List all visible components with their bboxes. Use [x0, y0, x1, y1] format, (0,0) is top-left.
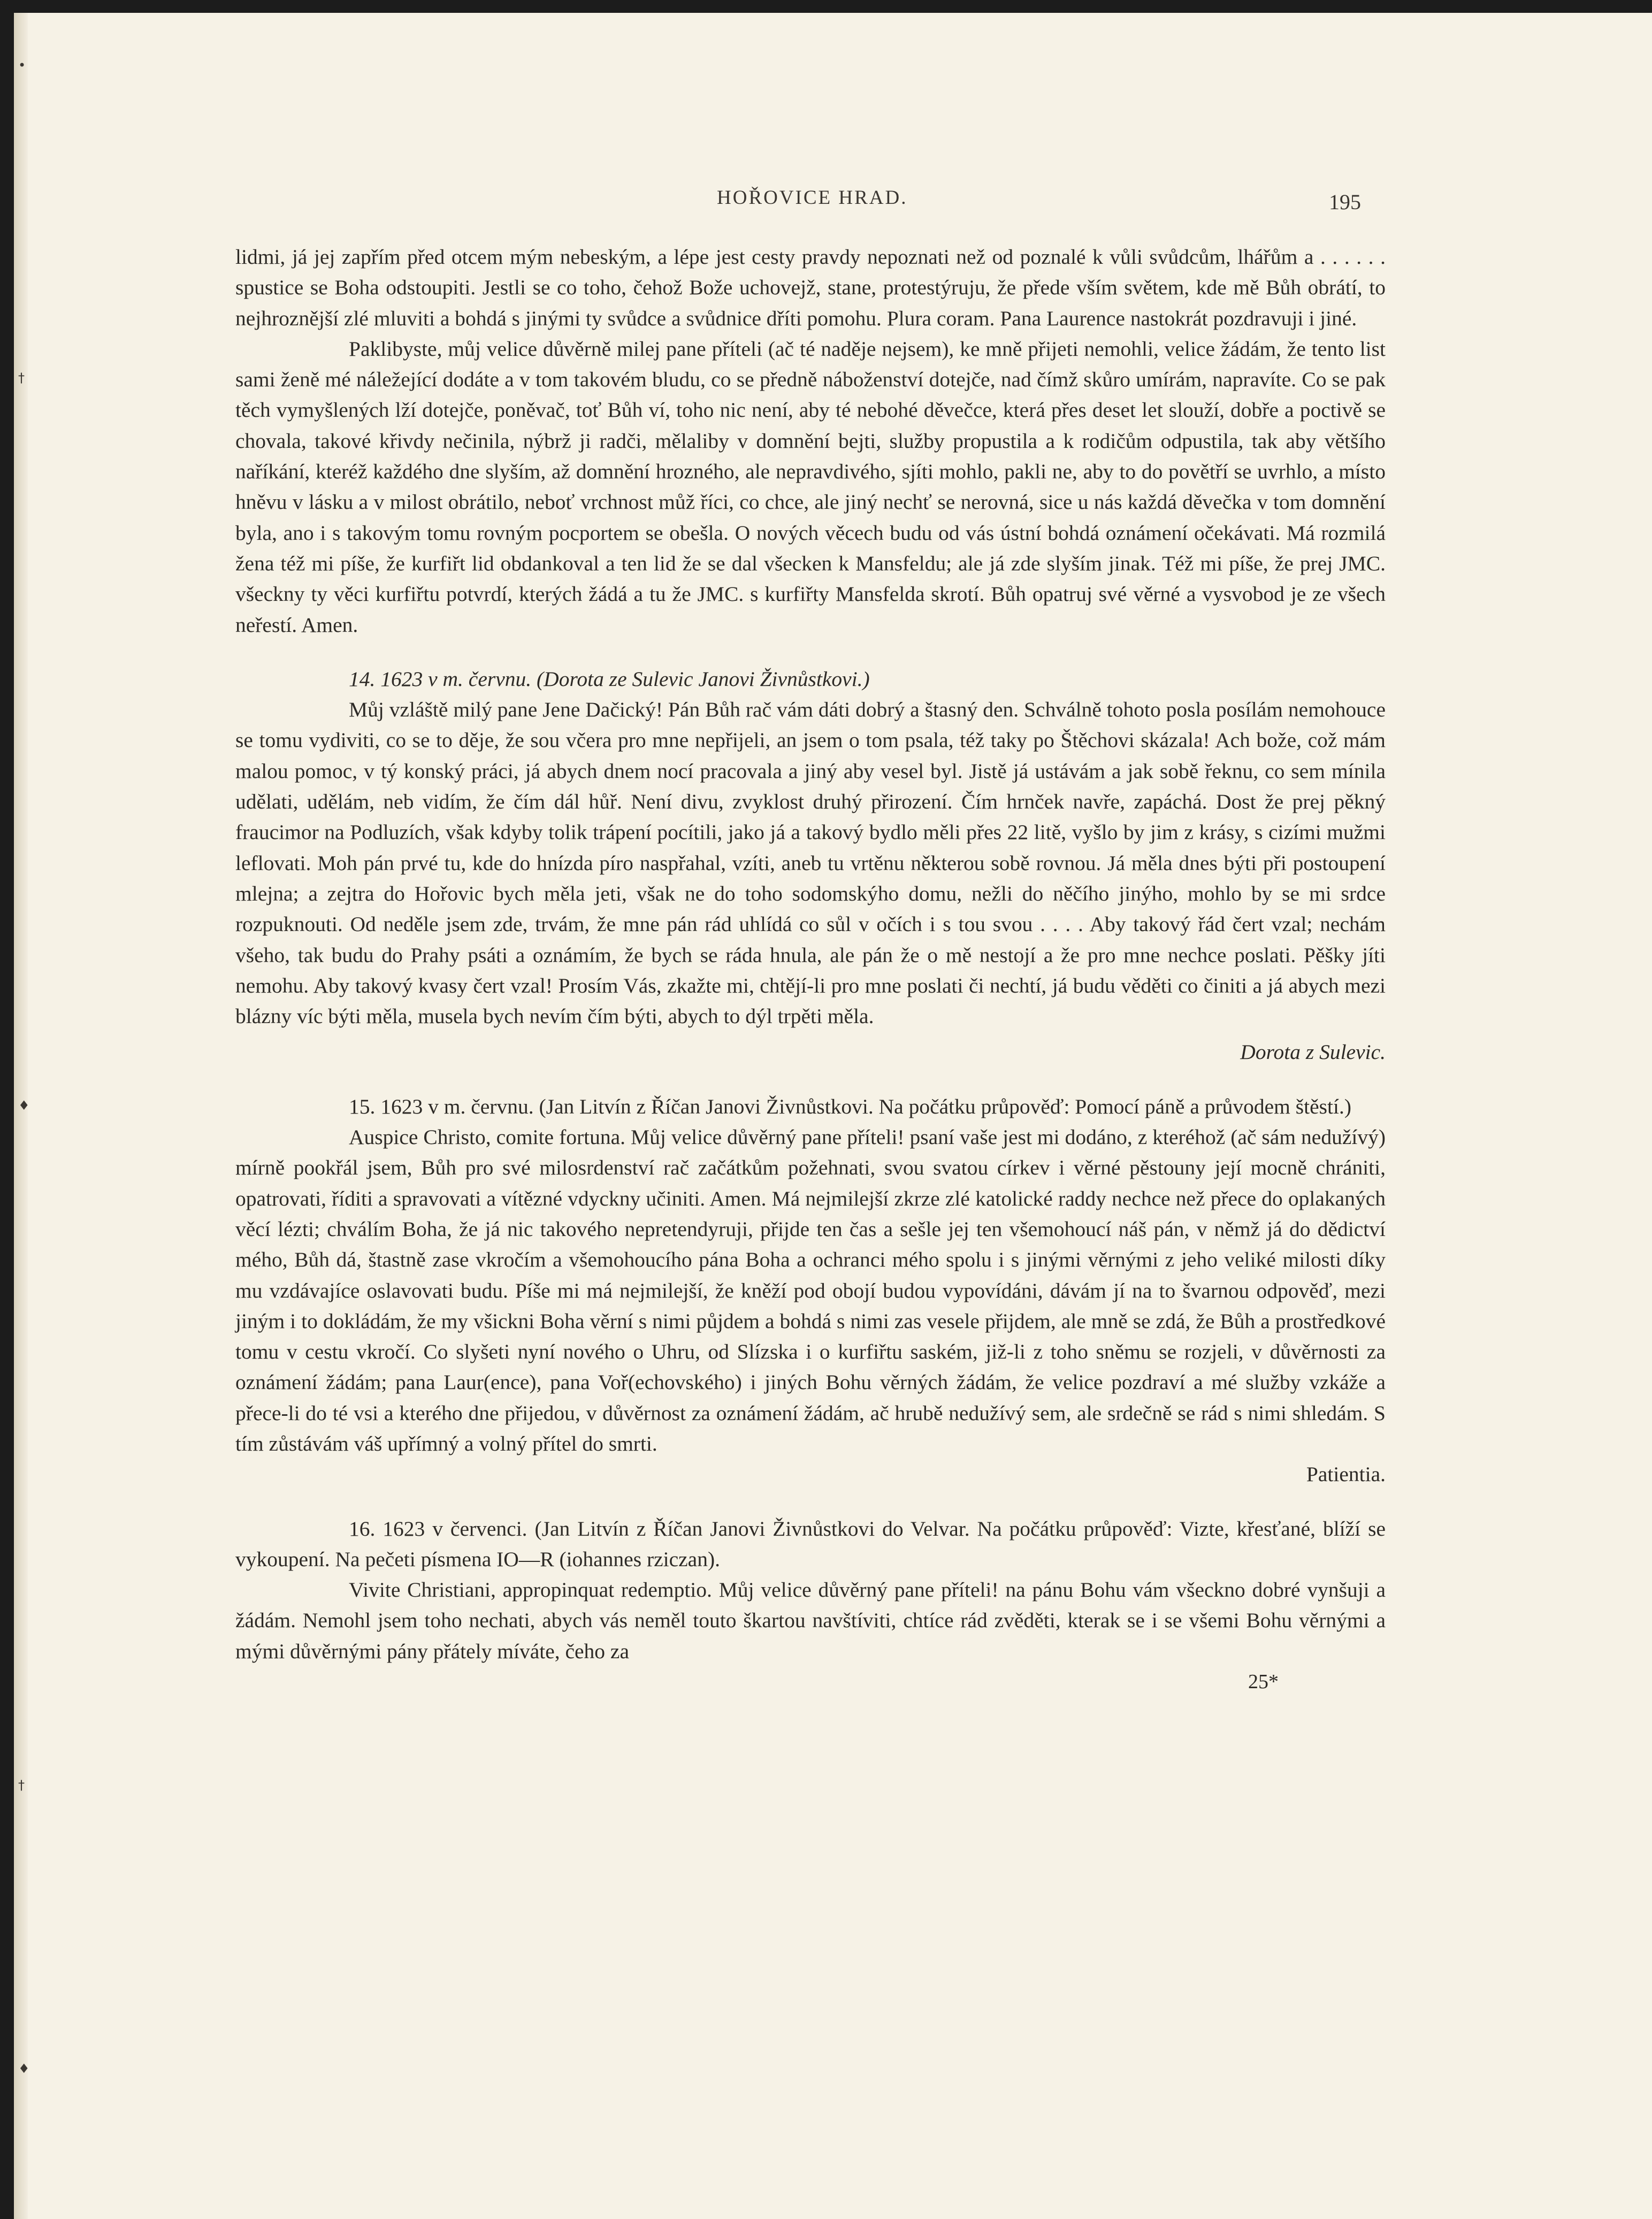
letter-signature: Patientia.: [1306, 1462, 1386, 1486]
letter-heading: 16. 1623 v červenci. (Jan Litvín z Říčan Janovi Živnůstkovi do Velvar. Na počátku průpověď: Vizte, křesťané, blíží se vykoupení. Na pečeti písmena IO—R (iohannes rziczan).: [235, 1516, 1386, 1571]
letter-body: Můj vzláště milý pane Jene Dačický! Pán Bůh rač vám dáti dobrý a štasný den. Schválně tohoto posla posílám nemohouce se tomu vydiviti, co se to děje, že sou včera pro mne nepřijeli, an jsem o tom psala, též taky po Štěchovi skázala! Ach bože, což mám malou pomoc, v tý konský práci, já abych dnem nocí pracovala a jiný aby vesel byl. Jistě já ustávám a jak sobě řeknu, co sem mínila udělati, udělám, neb vidím, že čím dál hůř. Není divu, zvyklost druhý přirození. Čím hrnček navře, zapáchá. Dost že prej pěkný fraucimor na Podluzích, však kdyby tolik trápení pocítili, jako já a takový bydlo měli přes 22 litě, vyšlo by jim z krásy, s cizími mužmi leflovati. Moh pán prvé tu, kde do hnízda píro naspřahal, vzíti, aneb tu vrtěnu některou sobě rovnou. Já měla dnes býti při postoupení mlejna; a zejtra do Hořovic bych měla jeti, však ne do toho sodomskýho domu, nežli do něčího jinýho, mohlo by se mi srdce rozpuknouti. Od neděle jsem zde, trvám, že mne pán rád uhlídá co sůl v očích i s tou svou . . . . Aby takový řád čert vzal; nechám všeho, tak budu do Prahy psáti a oznámím, že bych se ráda hnula, ale pán že o mě nestojí a že pro mne nechce poslati. Pěšky jíti nemohu. Aby takový kvasy čert vzal! Prosím Vás, zkažte mi, chtějí-li pro mne poslati či nechtí, já budu věděti co činiti a já abych mezi blázny víc býti měla, musela bych nevím čím býti, abych to dýl trpěti měla.: [235, 698, 1386, 1028]
letter-body: Auspice Christo, comite fortuna. Můj velice důvěrný pane příteli! psaní vaše jest mi dodáno, z kteréhož (ač sám nedužívý) mírně pookřál jsem, Bůh pro své milosrdenství rač začátkům požehnati, svou svatou církev i věrné pěstouny její mocně chrániti, opatrovati, říditi a spravovati a vítězné vdyckny učiniti. Amen. Má nejmilejší zkrze zlé katolické raddy nechce než přece do oplakaných věcí lézti; chválím Boha, že já nic takového nepretendyruji, přijde ten čas a sešle jej ten všemohoucí náš pán, v němž já do dědictví mého, Bůh dá, štastně zase vkročím a všemohoucího pána Boha a ochranci mého spolu i s jinými věrnými z jeho veliké milosti díky mu vzdávajíce oslavovati budu. Píše mi má nejmilejší, že kněží pod obojí budou vypovídáni, dávám jí na to švarnou odpověď, mezi jiným i to dokládám, že my všickni Boha věrní s nimi půjdem a bohdá s nimi zas vesele přijdem, ale mně se zdá, že Bůh a prostředkové tomu v cestu vkročí. Co slyšeti nyní nového o Uhru, od Slízska i o kurfiřtu saském, již-li z toho sněmu se rozjeli, v důvěrnosti za oznámení žádám; pana Laur(ence), pana Voř(echovského) i jiných Bohu věrných žádám, že velice pozdraví a mé služby vzkáže a přece-li do té vsi a kterého dne přijedou, v důvěrnost za oznámení žádám, ač hrubě nedužívý sem, ale srdečně se rád s nimi shledám. S tím zůstávám váš upřímný a volný přítel do smrti.: [235, 1125, 1386, 1455]
page-gutter: [14, 13, 28, 2219]
letter-body: Vivite Christiani, appropinquat redemptio. Můj velice důvěrný pane příteli! na pánu Bohu vám všeckno dobré vynšuji a žádám. Nemohl jsem toho nechati, abych vás neměl touto škartou navštíviti, chtíce rád zvěděti, kterak se i se všemi Bohu věrnými a mými důvěrnými pány přátely míváte, čeho za: [235, 1578, 1386, 1663]
binding-tick-mark-2: †: [18, 1778, 25, 1793]
letter-14: [235, 695, 1386, 1068]
signature-mark: 25*: [1248, 1671, 1279, 1694]
letter-heading: 14. 1623 v m. červnu. (Dorota ze Sulevic Janovi Živnůstkovi.): [349, 667, 870, 691]
binding-dot-mark: •: [18, 58, 26, 73]
running-head: HOŘOVICE HRAD.: [717, 187, 908, 209]
letter-signature: Dorota z Sulevic.: [1240, 1040, 1386, 1064]
paragraph: lidmi, já jej zapřím před otcem mým nebeským, a lépe jest cesty pravdy nepoznati než od poznalé k vůli svůdcům, lhářům a . . . . . . spustice se Boha odstoupiti. Jestli se co toho, čehož Bože uchovejž, stane, protestýruju, že přede vším světem, kde mě Bůh obrátí, to nejhroznější zlé mluviti a bohdá s jinými ty svůdce a svůdnice dříti pomohu. Plura coram. Pana Laurence nastokrát pozdravuji i jiné.: [235, 245, 1386, 330]
letter-15: [235, 1122, 1386, 1490]
page-number: 195: [1329, 190, 1361, 214]
body-text: [235, 242, 1386, 1697]
binding-diamond-mark-2: ♦: [18, 2061, 30, 2076]
binding-tick-mark: †: [18, 370, 25, 385]
paragraph: Paklibyste, můj velice důvěrně milej pane příteli (ač té naděje nejsem), ke mně přijeti nemohli, velice žádám, že tento list sami ženě mé náležející dodáte a v tom takovém bludu, co se předně náboženství dotejče, nad čímž skůro umírám, napravíte. Co se pak těch vymyšlených lží dotejče, poněvač, toť Bůh ví, toho nic není, aby té nebohé děvečce, která přes deset let slouží, dobře a poctivě se chovala, takové křivdy nečinila, nýbrž ji radči, mělaliby v domnění bejti, služby propustila a k rodičům odpustila, tak aby většího naříkání, kteréž každého dne slyším, až domnění hrozného, ale nepravdivého, sjíti mohlo, pakli ne, aby to do povětří se uvrhlo, a místo hněvu v lásku a v milost obrátilo, neboť vrchnost můž říci, co chce, ale jiný nechť se nerovná, sice u nás každá děvečka v tom domnění byla, ano i s takovým tomu rovným pocportem se obešla. O nových věcech budu od vás ústní bohdá oznámení očekávati. Má rozmilá žena též mi píše, že kurfiřt lid obdankoval a ten lid že se dal všecken k Mansfeldu; ale já zde slyším jinak. Též mi píše, že prej JMC. všeckny ty věci kurfiřtu potvrdí, kterých žádá a tu že JMC. s kurfiřty Mansfelda skrotí. Bůh opatruj své věrné a vysvobod je ze všech neřestí. Amen.: [235, 337, 1386, 637]
binding-diamond-mark: ♦: [18, 1098, 30, 1113]
page-header: [0, 186, 1652, 218]
letter-heading: 15. 1623 v m. červnu. (Jan Litvín z Říčan Janovi Živnůstkovi. Na počátku průpověď: Pomocí páně a průvodem štěstí.): [349, 1094, 1351, 1118]
